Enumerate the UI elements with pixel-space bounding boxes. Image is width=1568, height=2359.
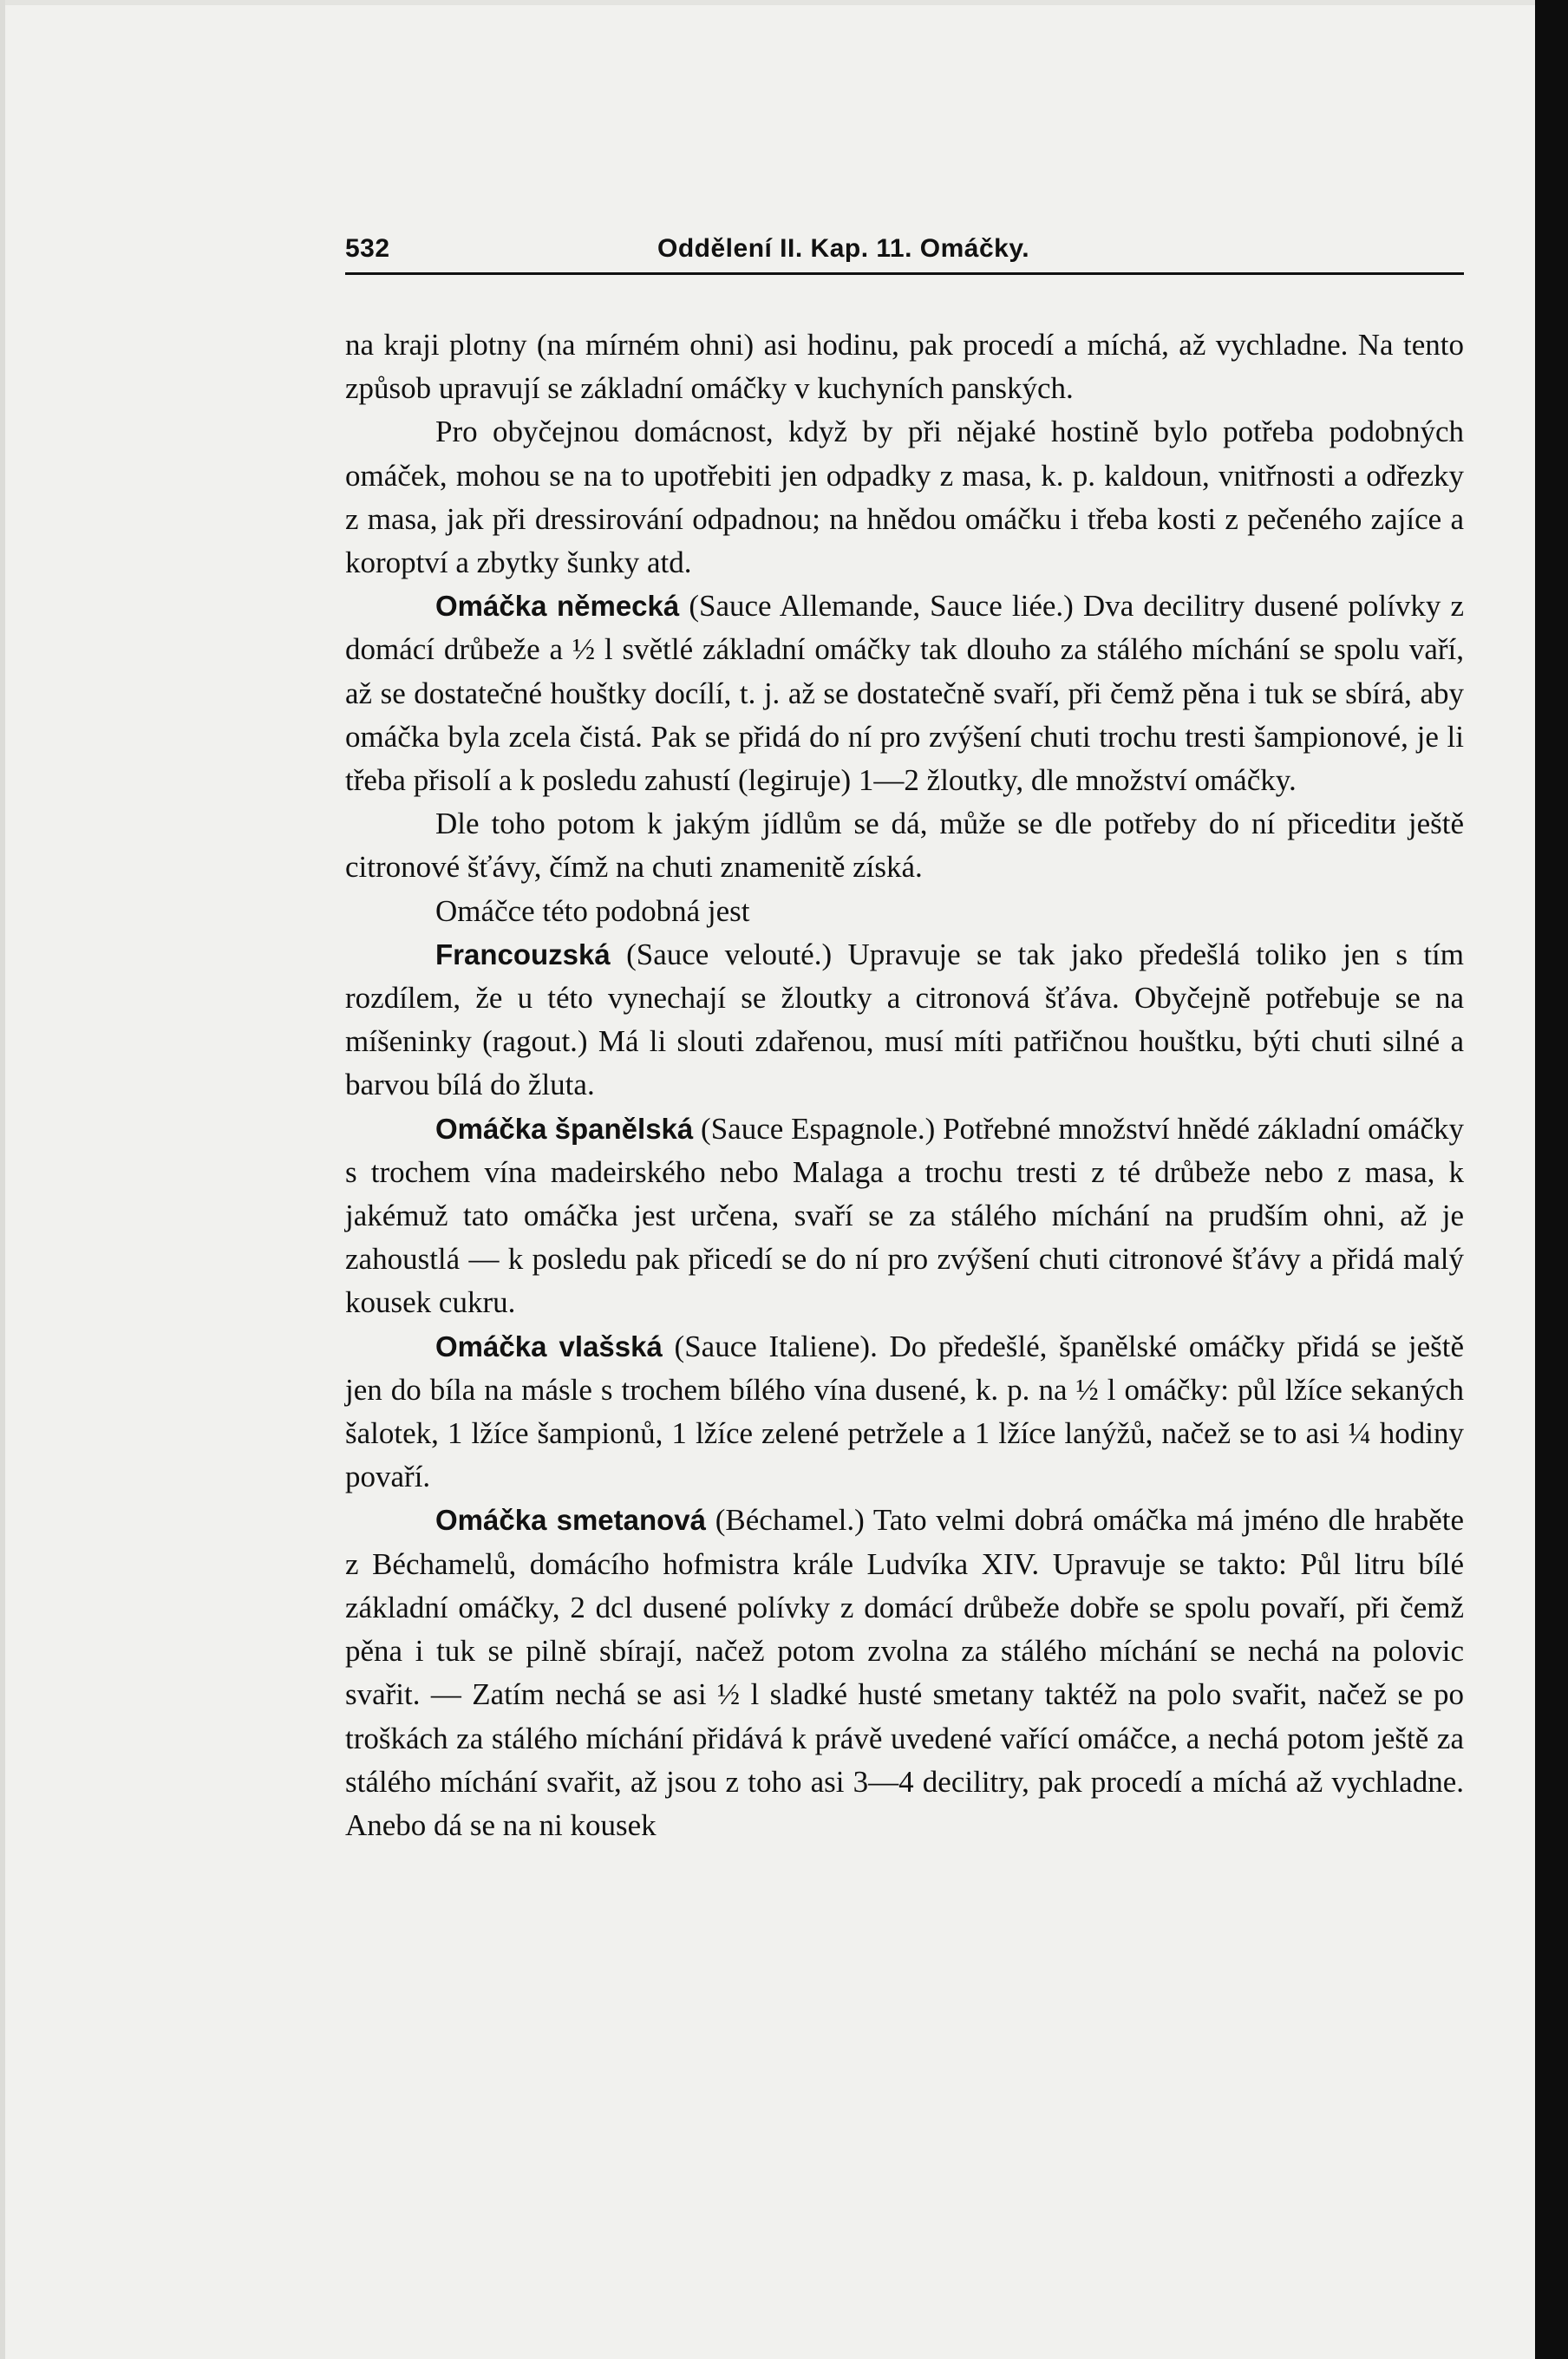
paragraph-text: Omáčce této podobná jest xyxy=(435,893,750,928)
paragraph-text: (Sauce Italiene). Do předešlé, španělské omáčky přidá se ještě jen do bíla na másle s trochem bílého vína dusené, k. p. na ½ l omáčky: půl lžíce sekaných šalotek, 1 lžíce šampionů, 1 lžíce zelené petržele a 1 lžíce lanýžů, načež se to asi ¼ hodiny povaří. xyxy=(345,1329,1464,1494)
recipe-sauce-bechamel xyxy=(345,1499,1464,1847)
paragraph-text: na kraji plotny (na mírném ohni) asi hodinu, pak procedí a míchá, až vychladne. Na tento způsob upravují se základní omáčky v kuchyních panských. xyxy=(345,328,1464,406)
paragraph-text: Dle toho potom k jakým jídlům se dá, může se dle potřeby do ní přiceditи ještě citronové šťávy, čímž na chuti znamenitě získá. xyxy=(345,807,1464,885)
scan-edge-right xyxy=(1535,0,1568,2359)
paragraph-5 xyxy=(345,890,1464,933)
paragraph-4 xyxy=(345,802,1464,889)
paragraph-2 xyxy=(345,410,1464,585)
paragraph-text: (Sauce velouté.) Upravuje se tak jako předešlá toliko jen s tím rozdílem, že u této vynechají se žloutky a citronová šťáva. Obyčejně potřebuje se na míšeninky (ragout.) Má li slouti zdařenou, musí míti patřičnou houštku, býti chuti silné a barvou bílá do žluta. xyxy=(345,937,1464,1102)
book-page xyxy=(345,234,1464,1847)
recipe-sauce-allemande xyxy=(345,585,1464,802)
recipe-title: Omáčka španělská xyxy=(435,1112,694,1145)
scan-edge-left xyxy=(0,0,5,2359)
body-text xyxy=(345,323,1464,1847)
recipe-title: Francouzská xyxy=(435,938,611,970)
recipe-title: Omáčka smetanová xyxy=(435,1504,707,1537)
running-head xyxy=(345,234,1464,275)
recipe-title: Omáčka německá xyxy=(435,590,680,623)
scan-edge-top xyxy=(0,0,1568,5)
recipe-title: Omáčka vlašská xyxy=(435,1330,663,1362)
paragraph-text: (Sauce Allemande, Sauce liée.) Dva decilitry dusené polívky z domácí drůbeže a ½ l světlé základní omáčky tak dlouho za stálého míchání se spolu vaří, až se dostatečné houštky docílí, t. j. až se dostatečně svaří, při čemž pěna i tuk se sbírá, aby omáčka byla zcela čistá. Pak se přidá do ní pro zvýšení chuti trochu tresti šampionové, je li třeba přisolí a k posledu zahustí (legiruje) 1—2 žloutky, dle množství omáčky. xyxy=(345,589,1464,798)
paragraph-text: Pro obyčejnou domácnost, když by při nějaké hostině bylo potřeba podobných omáček, mohou se na to upotřebiti jen odpadky z masa, k. p. kaldoun, vnitřnosti a odřezky z masa, jak při dressirování odpadnou; na hnědou omáčku i třeba kosti z pečeného zajíce a koroptví a zbytky šunky atd. xyxy=(345,415,1464,580)
recipe-sauce-espagnole xyxy=(345,1108,1464,1325)
recipe-sauce-veloute xyxy=(345,933,1464,1108)
chapter-title: Oddělení II. Kap. 11. Omáčky. xyxy=(657,234,1030,263)
recipe-sauce-italiene xyxy=(345,1325,1464,1500)
paragraph-text: (Sauce Espagnole.) Potřebné množství hnědé základní omáčky s trochem vína madeirského nebo Malaga a trochu tresti z té drůbeže nebo z masa, k jakémuž tato omáčka jest určena, svaří se za stálého míchání na prudším ohni, až je zahoustlá — k posledu pak přicedí se do ní pro zvýšení chuti citronové šťávy a přidá malý kousek cukru. xyxy=(345,1111,1464,1320)
paragraph-1 xyxy=(345,323,1464,410)
page-number: 532 xyxy=(345,234,390,263)
paragraph-text: (Béchamel.) Tato velmi dobrá omáčka má jméno dle hraběte z Béchamelů, domácího hofmistra krále Ludvíka XIV. Upravuje se takto: Půl litru bílé základní omáčky, 2 dcl dusené polívky z domácí drůbeže dobře se spolu povaří, při čemž pěna i tuk se pilně sbírají, načež potom zvolna za stálého míchání se nechá na polovic svařit. — Zatím nechá se asi ½ l sladké husté smetany taktéž na polo svařit, načež se po troškách za stálého míchání přidává k právě uvedené vařící omáčce, a nechá potom ještě za stálého míchání svařit, až jsou z toho asi 3—4 decilitry, pak procedí a míchá až vychladne. Anebo dá se na ni kousek xyxy=(345,1503,1465,1842)
